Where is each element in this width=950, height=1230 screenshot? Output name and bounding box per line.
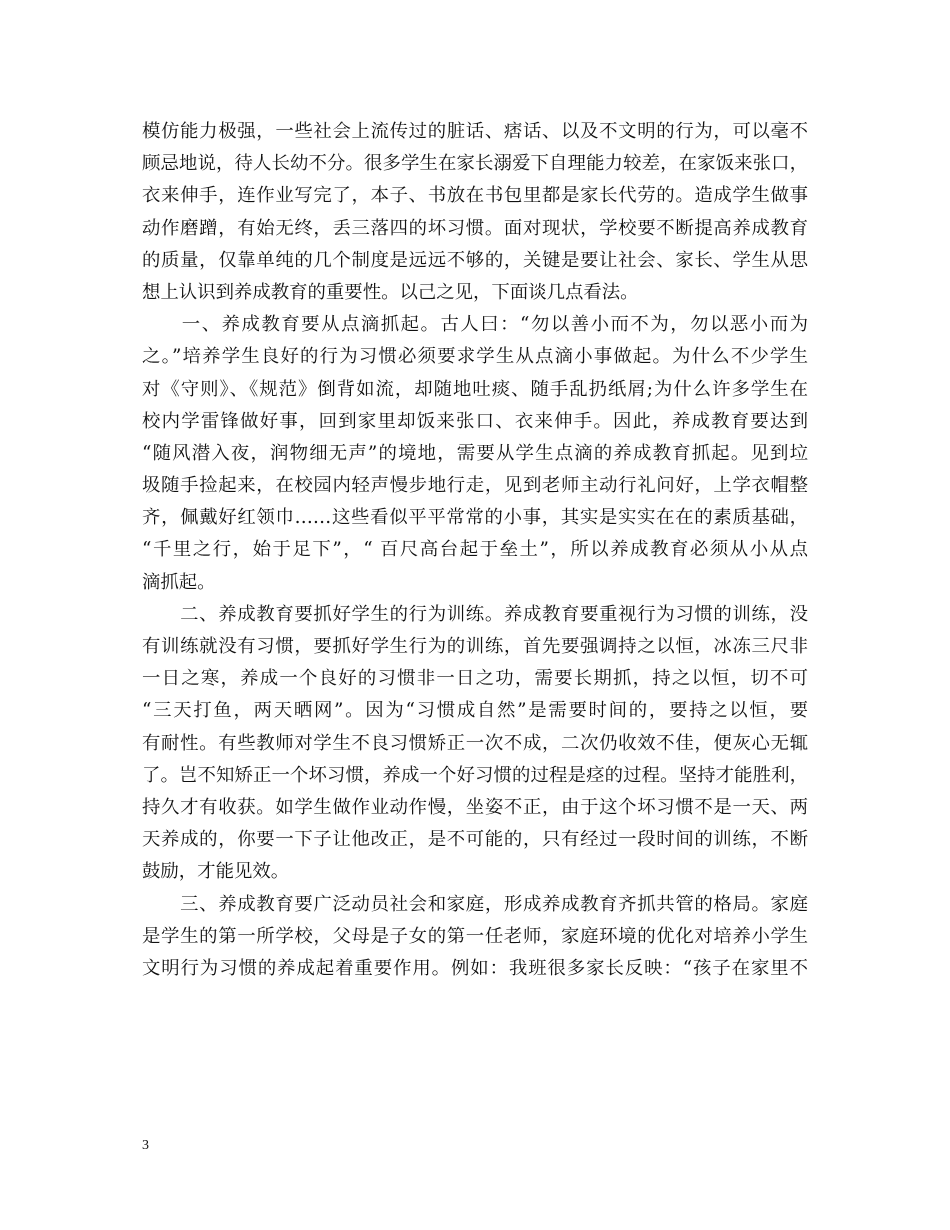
text-line: 有训练就没有习惯，要抓好学生行为的训练，首先要强调持之以恒，冰冻三尺非: [142, 636, 808, 657]
text-line: 想上认识到养成教育的重要性。以己之见，下面谈几点看法。: [142, 281, 639, 303]
text-line: 二、养成教育要抓好学生的行为训练。养成教育要重视行为习惯的训练，没: [142, 603, 808, 625]
text-line: 一、养成教育要从点滴抓起。古人曰：“勿以善小而不为，勿以恶小而为: [142, 314, 808, 336]
text-line: 持久才有收获。如学生做作业动作慢，坐姿不正，由于这个坏习惯不是一天、两: [142, 796, 808, 818]
text-line: 了。岂不知矫正一个坏习惯，养成一个好习惯的过程是痉的过程。坚持才能胜利，: [142, 764, 808, 786]
text-line: 天养成的，你要一下子让他改正，是不可能的，只有经过一段时间的训练，不断: [142, 829, 808, 851]
text-line: 顾忌地说，待人长幼不分。很多学生在家长溺爱下自理能力较差，在家饭来张口，: [142, 153, 808, 175]
text-line: 一日之寒，养成一个良好的习惯非一日之功，需要长期抓，持之以恒，切不可: [142, 668, 808, 690]
text-line: “千里之行，始于足下”，“ 百尺高台起于垒土”，所以养成教育必须从小从点: [142, 539, 808, 561]
text-line: 对《守则》、《规范》倒背如流，却随地吐痰、随手乱扔纸屑;为什么许多学生在: [142, 378, 808, 400]
text-line: 鼓励，才能见效。: [142, 861, 290, 883]
text-line: “随风潜入夜，润物细无声”的境地，需要从学生点滴的养成教育抓起。见到垃: [142, 442, 808, 464]
text-line: 文明行为习惯的养成起着重要作用。例如：我班很多家长反映：“孩子在家里不: [142, 957, 808, 979]
text-line: 圾随手捡起来，在校园内轻声慢步地行走，见到老师主动行礼问好，上学衣帽整: [142, 475, 808, 497]
text-line: 有耐性。有些教师对学生不良习惯矫正一次不成，二次仍收效不佳，便灰心无辄: [142, 732, 808, 754]
text-line: 动作磨蹭，有始无终，丢三落四的坏习惯。面对现状，学校要不断提高养成教育: [142, 217, 808, 239]
text-line: 滴抓起。: [142, 571, 216, 593]
text-line: 衣来伸手，连作业写完了，本子、书放在书包里都是家长代劳的。造成学生做事: [142, 185, 808, 207]
text-line: “三天打鱼，两天晒网”。因为“习惯成自然”是需要时间的，要持之以恒，要: [142, 700, 808, 722]
text-line: 是学生的第一所学校，父母是子女的第一任老师，家庭环境的优化对培养小学生: [142, 925, 808, 947]
text-line: 的质量，仅靠单纯的几个制度是远远不够的，关键是要让社会、家长、学生从思: [142, 249, 808, 271]
text-line: 校内学雷锋做好事，回到家里却饭来张口、衣来伸手。因此，养成教育要达到: [142, 410, 808, 432]
document-body: [142, 116, 808, 985]
text-line: 三、养成教育要广泛动员社会和家庭，形成养成教育齐抓共管的格局。家庭: [142, 893, 808, 915]
text-line: 模仿能力极强，一些社会上流传过的脏话、痞话、以及不文明的行为，可以毫不: [142, 121, 808, 142]
page-number: 3: [142, 1138, 149, 1153]
text-line: 之。”培养学生良好的行为习惯必须要求学生从点滴小事做起。为什么不少学生: [142, 346, 808, 368]
text-line: 齐，佩戴好红领巾……这些看似平平常常的小事，其实是实实在在的素质基础，: [142, 507, 808, 529]
